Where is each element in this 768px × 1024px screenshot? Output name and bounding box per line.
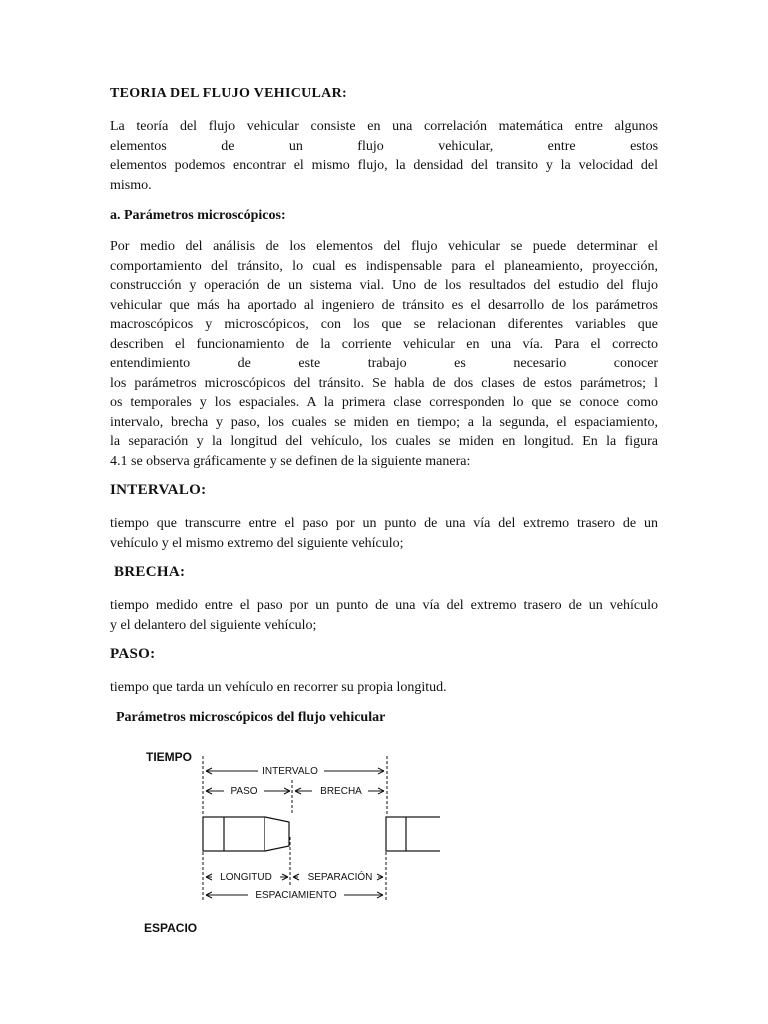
paragraph-line: comportamiento del tránsito, lo cual es indispensable para el planeamiento, proyección,	[110, 258, 658, 274]
brecha-definition	[110, 596, 658, 635]
paragraph-line: los parámetros microscópicos del tránsito. Se habla de dos clases de estos parámetros; l	[110, 375, 658, 391]
vehicle-1-shape	[203, 817, 289, 851]
intro-line: mismo.	[110, 177, 152, 193]
brecha-diagram-label: BRECHA	[320, 786, 362, 797]
section-a-heading: a. Parámetros microscópicos:	[110, 208, 286, 223]
brecha-heading: BRECHA:	[114, 564, 186, 580]
definition-line: tiempo que transcurre entre el paso por un punto de una vía del extremo trasero de un	[110, 516, 658, 531]
paragraph-line: macroscópicos y microscópicos, con los que se relacionan diferentes variables que	[110, 317, 658, 332]
document-title: TEORIA DEL FLUJO VEHICULAR:	[110, 86, 347, 101]
definition-line: tiempo medido entre el paso por un punto de una vía del extremo trasero de un vehículo	[110, 598, 658, 613]
intro-line: elementos de un flujo vehicular, entre estos	[110, 138, 659, 154]
paragraph-line: describen el funcionamiento de la corriente vehicular en una vía. Para el correcto	[110, 336, 658, 352]
intervalo-heading: INTERVALO:	[110, 482, 207, 498]
tiempo-label: TIEMPO	[146, 750, 193, 764]
separacion-diagram-label: SEPARACIÓN	[307, 872, 373, 883]
section-a-paragraph	[110, 237, 658, 471]
vehicle-2-shape	[386, 817, 440, 851]
espaciamiento-diagram-label: ESPACIAMIENTO	[255, 890, 337, 901]
paragraph-line: intervalo, brecha y paso, los cuales se miden en tiempo; a la segunda, el espaciamiento,	[110, 414, 658, 430]
paragraph-line: construcción y operación de un sistema vial. Uno de los resultados del estudio del flujo	[110, 278, 658, 293]
longitud-diagram-label: LONGITUD	[220, 872, 272, 883]
paragraph-line: la separación y la longitud del vehículo, los cuales se miden en longitud. En la figura	[110, 434, 658, 449]
definition-line: tiempo que tarda un vehículo en recorrer su propia longitud.	[110, 680, 447, 695]
intervalo-definition	[110, 514, 658, 553]
definition-line: y el delantero del siguiente vehículo;	[110, 617, 317, 633]
intro-line: La teoría del flujo vehicular consiste en una correlación matemática entre algunos	[110, 119, 658, 134]
definition-line: vehículo y el mismo extremo del siguiente vehículo;	[110, 535, 404, 551]
microscopic-parameters-diagram	[140, 742, 440, 942]
paso-definition	[110, 678, 658, 698]
intro-paragraph	[110, 117, 658, 195]
paragraph-line: os temporales y los espaciales. A la primera clase corresponden lo que se conoce como	[110, 395, 658, 410]
paragraph-line: Por medio del análisis de los elementos del flujo vehicular se puede determinar el	[110, 239, 658, 254]
intro-line: elementos podemos encontrar el mismo flujo, la densidad del transito y la velocidad del	[110, 158, 658, 173]
paragraph-line: vehicular que más ha aportado al ingeniero de tránsito es el desarrollo de los parámetros	[110, 297, 658, 313]
figure-caption: Parámetros microscópicos del flujo vehicular	[116, 710, 386, 725]
intervalo-diagram-label: INTERVALO	[262, 766, 318, 777]
espacio-label: ESPACIO	[144, 921, 198, 935]
paragraph-line: entendimiento de este trabajo es necesario conocer	[110, 356, 659, 371]
paso-heading: PASO:	[110, 646, 156, 662]
paragraph-line: 4.1 se observa gráficamente y se definen de la siguiente manera:	[110, 453, 471, 469]
paso-diagram-label: PASO	[230, 786, 258, 797]
